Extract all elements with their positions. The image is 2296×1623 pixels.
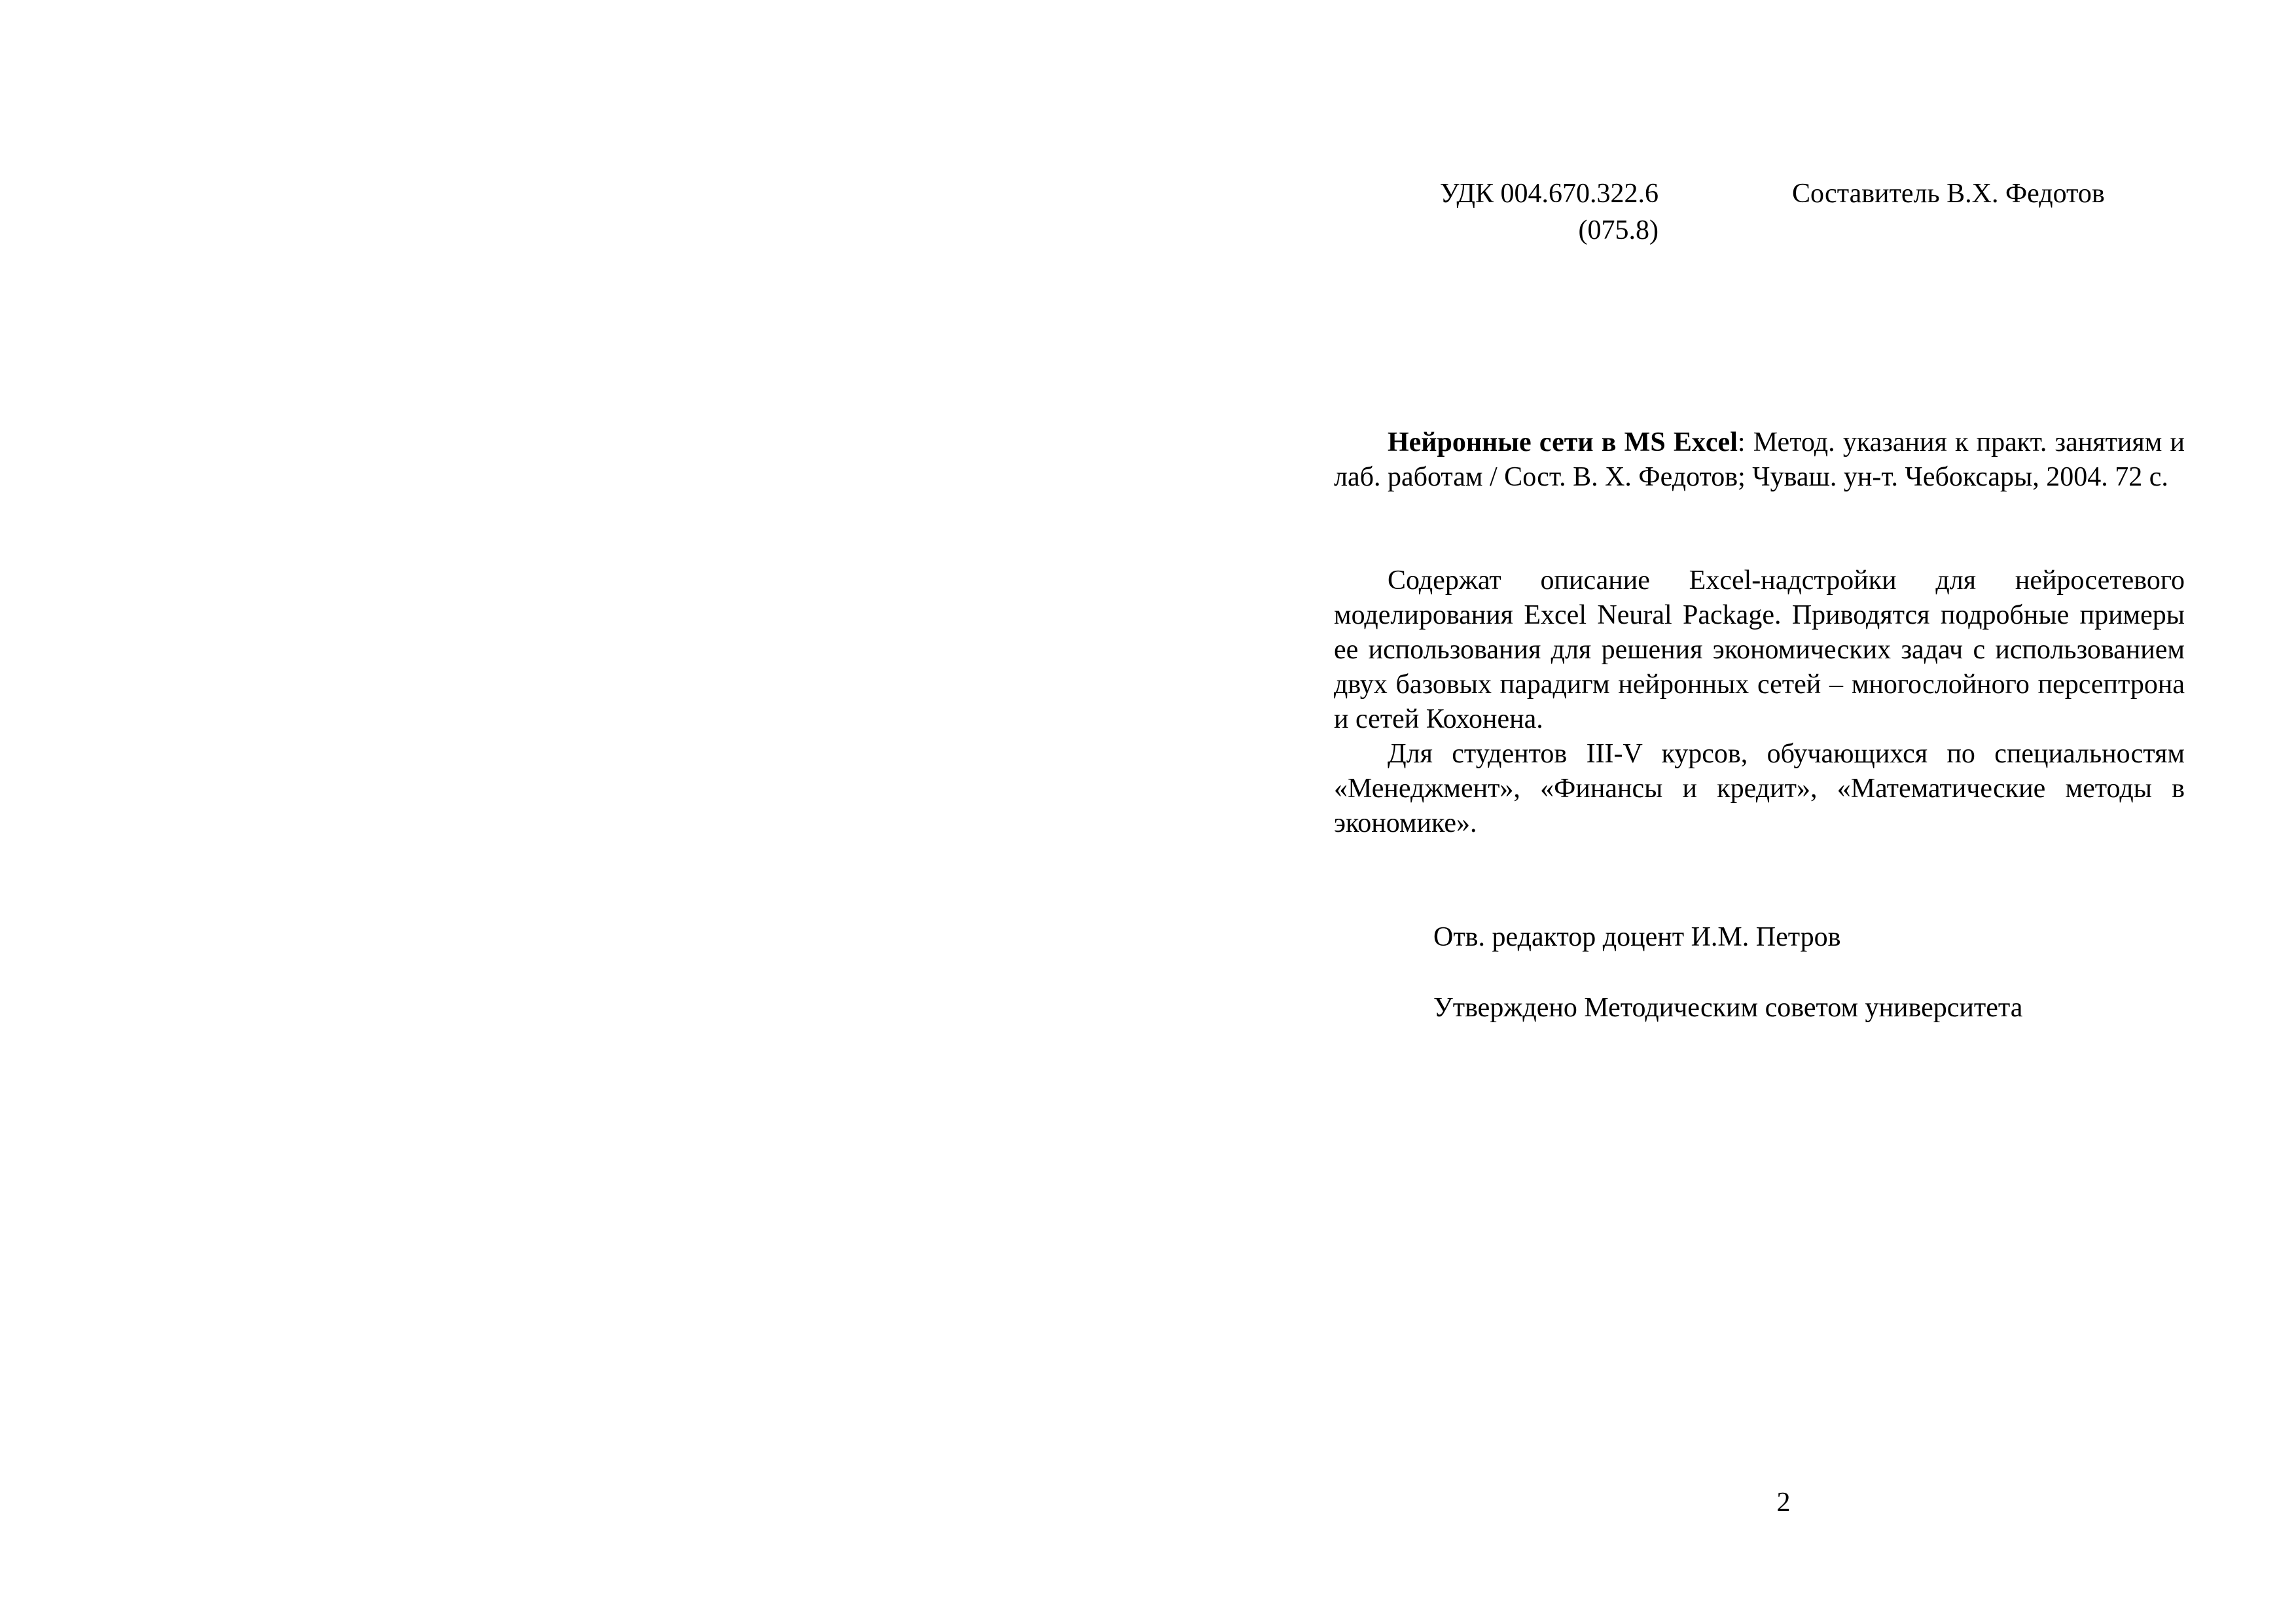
abstract-paragraph: Содержат описание Excel-надстройки для нейросетевого моделирования Excel Neural Package. Приводятся подробные примеры ее использования для решения экономических задач с использованием двух базовых парадигм нейронных сетей – многослойного персептрона и сетей Кохонена.	[1334, 565, 2185, 734]
abstract	[1334, 563, 2185, 841]
udk-code: УДК 004.670.322.6	[1439, 179, 1659, 209]
right-page	[1334, 0, 2185, 1623]
approval-note: Утверждено Методическим советом университета	[1433, 993, 2023, 1023]
page-number: 2	[1776, 1488, 1791, 1518]
compiler-line: Составитель В.Х. Федотов	[1792, 179, 2105, 209]
responsible-editor: Отв. редактор доцент И.М. Петров	[1433, 922, 1841, 952]
audience-paragraph: Для студентов III-V курсов, обучающихся по специальностям «Менеджмент», «Финансы и кредит», «Математические методы в экономике».	[1334, 739, 2185, 838]
bibliographic-details: : Метод. указания к практ. занятиям и лаб. работам / Сост. В. Х. Федотов; Чуваш. ун-т. Чебоксары, 2004. 72 с.	[1334, 427, 2185, 492]
udk-code-suffix: (075.8)	[1578, 215, 1659, 245]
udk-classification	[1386, 175, 1659, 249]
bibliographic-description	[1334, 425, 2185, 495]
book-title: Нейронные сети в MS Excel	[1388, 427, 1738, 457]
